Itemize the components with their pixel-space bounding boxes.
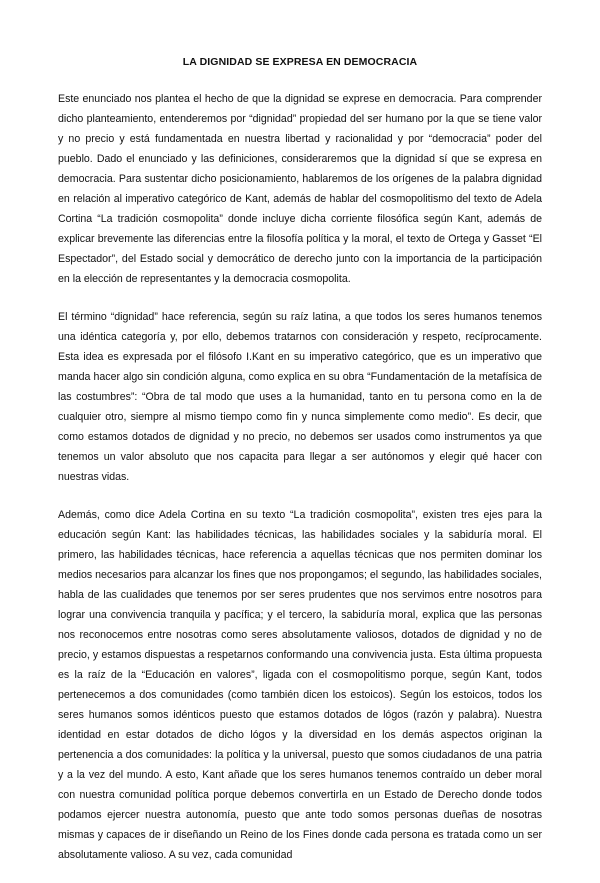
- paragraph-intro: Este enunciado nos plantea el hecho de que la dignidad se exprese en democracia. Para comprender dicho planteamiento, entenderemos por “dignidad” propiedad del ser humano por la que se tiene valor y no precio y está fundamentada en nuestra libertad y racionalidad y por “democracia” poder del pueblo. Dado el enunciado y las definiciones, consideraremos que la dignidad sí que se expresa en democracia. Para sustentar dicho posicionamiento, hablaremos de los orígenes de la palabra dignidad en relación al imperativo categórico de Kant, además de hablar del cosmopolitismo del texto de Adela Cortina “La tradición cosmopolita” donde incluye dicha corriente filosófica según Kant, además de explicar brevemente las diferencias entre la filosofía política y la moral, el texto de Ortega y Gasset “El Espectador”, del Estado social y democrático de derecho junto con la importancia de la participación en la elección de representantes y la democracia cosmopolita.: [58, 93, 542, 285]
- paragraph-dignidad: El término “dignidad” hace referencia, según su raíz latina, a que todos los seres humanos tenemos una idéntica categoría y, por ello, debemos tratarnos con consideración y respeto, recíprocamente. Esta idea es expresada por el filósofo I.Kant en su imperativo categórico, que es un imperativo que manda hacer algo sin condición alguna, como explica en su obra “Fundamentación de la metafísica de las costumbres”: “Obra de tal modo que uses a la humanidad, tanto en tu persona como en la de cualquier otro, siempre al mismo tiempo como fin y nunca simplemente como medio”. Es decir, que como estamos dotados de dignidad y no precio, no debemos ser usados como instrumentos ya que tenemos un valor absoluto que nos capacita para llegar a ser autónomos y elegir qué hacer con nuestras vidas.: [58, 311, 542, 483]
- document-body: [58, 89, 542, 883]
- document-title: LA DIGNIDAD SE EXPRESA EN DEMOCRACIA: [182, 56, 418, 68]
- paragraph-cosmopolitismo: Además, como dice Adela Cortina en su texto “La tradición cosmopolita”, existen tres ejes para la educación según Kant: las habilidades técnicas, las habilidades sociales y la sabiduría moral. El primero, las habilidades técnicas, hace referencia a aquellas técnicas que nos permiten dominar los medios necesarios para alcanzar los fines que nos propongamos; el segundo, las habilidades sociales, habla de las cualidades que tenemos por ser seres prudentes que nos servimos entre nosotros para lograr una convivencia tranquila y pacífica; y el tercero, la sabiduría moral, explica que las personas nos reconocemos entre nosotras como seres absolutamente valiosos, dotados de dignidad y no de precio, y estamos dispuestas a respetarnos conformando una convivencia justa. Esta última propuesta es la raíz de la “Educación en valores”, ligada con el cosmopolitismo porque, según Kant, todos pertenecemos a dos comunidades (como también dicen los estoicos). Según los estoicos, todos los seres humanos somos idénticos puesto que estamos dotados de lógos (razón y palabra). Nuestra identidad en estar dotados de dicho lógos y la diversidad en los demás aspectos originan la pertenencia a dos comunidades: la política y la universal, puesto que somos ciudadanos de una patria y a la vez del mundo. A esto, Kant añade que los seres humanos tenemos contraído un deber moral con nuestra comunidad política porque debemos convertirla en un Estado de Derecho donde todos podamos ejercer nuestra autonomía, puesto que ante todo somos personas dueñas de nosotras mismas y capaces de ir diseñando un Reino de los Fines donde cada persona es tratada como un ser absolutamente valioso. A su vez, cada comunidad: [58, 509, 542, 861]
